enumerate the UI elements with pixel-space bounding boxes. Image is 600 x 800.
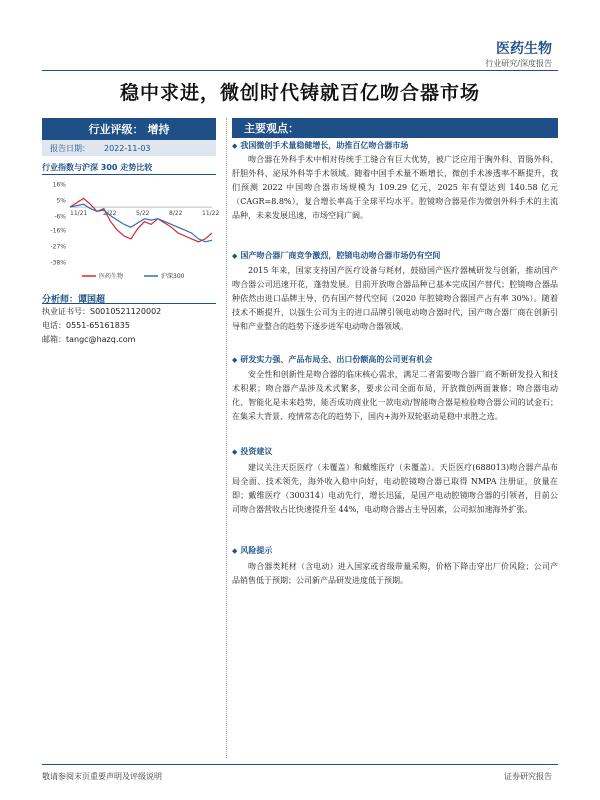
phone-number: 电话：0551-65161835 <box>42 321 130 330</box>
x-tick-label: 5/22 <box>136 210 150 218</box>
x-tick-label: 11/21 <box>70 210 88 218</box>
date-value: 2022-11-03 <box>104 143 151 153</box>
rating-value: 增持 <box>147 123 170 136</box>
y-tick-label: 5% <box>56 197 66 205</box>
section-heading-5 <box>232 545 558 556</box>
rating-label: 行业评级： <box>88 123 144 136</box>
diamond-bullet-icon: ◆ <box>232 447 238 456</box>
section-heading-text: 我国微创手术量稳健增长，助推百亿吻合器市场 <box>240 141 409 150</box>
section-heading-text: 国产吻合器厂商竞争激烈，腔镜电动吻合器市场仍有空间 <box>240 251 441 260</box>
legend-label: 沪深300 <box>161 273 185 280</box>
footer-divider <box>42 764 558 765</box>
y-tick-label: -38% <box>50 259 66 267</box>
y-tick-label: 16% <box>52 181 66 189</box>
x-tick-label: 8/22 <box>169 210 183 218</box>
license-number: 执业证书号：S0010521120002 <box>42 307 162 316</box>
y-tick-label: -6% <box>54 213 66 221</box>
analyst-name: 分析师：谭国超 <box>42 295 106 305</box>
date-label: 报告日期： <box>50 143 90 153</box>
section-heading-1 <box>232 140 558 151</box>
section-heading-text: 研发实力强、产品布局全、出口份额高的公司更有机会 <box>240 355 433 364</box>
section-paragraph-1: 吻合器在外科手术中相对传统手工缝合有巨大优势，被广泛应用于胸外科、胃肠外科、肝胆外科、泌尿外科等手术领域。随着中国手术量不断增长，微创手术渗透率不断提升，我们预测 2022 中国吻合器市场规模为 109.29 亿元，2025 年有望达到 140.58 亿元（CAGR=8.8%），复合增长率高于全球平均水平。腔镜吻合器是作为微创外科手术的主流品种，未来发展迅速，市场空间广阔。 <box>232 155 558 220</box>
report-type: 行业研究/深度报告 <box>485 59 552 68</box>
diamond-bullet-icon: ◆ <box>232 251 238 260</box>
key-points-header: 主要观点： <box>232 118 558 138</box>
chart-title: 行业指数与沪深 300 走势比较 <box>42 163 153 172</box>
rating-banner <box>42 118 216 140</box>
relative-strength-chart <box>42 176 220 286</box>
section-heading-4 <box>232 446 558 457</box>
diamond-bullet-icon: ◆ <box>232 355 238 364</box>
section-paragraph-4: 建议关注天臣医疗（未覆盖）和戴维医疗（未覆盖）。天臣医疗(688013)吻合器产品布局全面、技术领先，海外收入稳中向好，电动腔镜吻合器已取得 NMPA 注册证，放量在即；戴维医疗（300314）电动先行，增长迅猛，是国产电动腔镜吻合器的引领者，目前公司吻合器营收占比快速提升至 44%，电动吻合器占主导因素，公司拟加速海外扩张。 <box>232 463 558 514</box>
diamond-bullet-icon: ◆ <box>232 141 238 150</box>
email-address: 邮箱：tangc@hazq.com <box>42 335 136 344</box>
industry-name: 医药生物 <box>496 41 552 57</box>
section-paragraph-2: 2015 年来，国家支持国产医疗设备与耗材，鼓励国产医疗器械研发与创新，推动国产吻合器公司迅速开花，蓬勃发展。目前开放吻合器品种已基本完成国产替代；腔镜吻合器品种依然由进口品牌主导，仍有国产替代空间（2020 年腔镜吻合器国产占有率 30%）。随着技术不断提升，以强生公司为主的进口品牌引领电动吻合器时代，国产吻合器厂商在创新引导和产业整合的趋势下逐步进军电动吻合器领域。 <box>232 266 558 331</box>
section-heading-2 <box>232 250 558 261</box>
x-tick-label: 11/22 <box>202 210 220 218</box>
section-heading-text: 投资建议 <box>240 447 273 456</box>
section-heading-3 <box>232 354 558 365</box>
analyst-divider <box>42 303 216 304</box>
diamond-bullet-icon: ◆ <box>232 546 238 555</box>
section-paragraph-3: 安全性和创新性是吻合器的临床核心需求，满足二者需要吻合器厂商不断研发投入和技术积累；吻合器产品涉及术式繁多，要求公司全面布局，开放微创两面兼修；吻合器电动化、智能化是未来趋势，能否成功商业化一款电动/智能吻合器是检验吻合器公司的试金石；在集采大背景、疫情常态化的趋势下，国内+海外双轮驱动是稳中求胜之选。 <box>232 370 558 421</box>
report-date-row <box>42 140 216 156</box>
y-tick-label: -27% <box>50 243 66 251</box>
header-divider <box>42 70 558 71</box>
section-paragraph-5: 吻合器类耗材（含电动）进入国家或省级带量采购，价格下降击穿出厂价风险；公司产品销售低于预期；公司新产品研发进度低于预期。 <box>232 562 558 585</box>
legend-label: 医药生物 <box>99 273 124 280</box>
y-tick-label: -16% <box>50 227 66 235</box>
section-heading-text: 风险提示 <box>240 546 273 555</box>
column-separator <box>226 118 227 758</box>
report-title: 稳中求进，微创时代铸就百亿吻合器市场 <box>119 82 480 104</box>
footer-disclaimer: 敬请参阅末页重要声明及评级说明 <box>42 772 162 781</box>
series-line <box>70 198 212 241</box>
footer-report-label: 证券研究报告 <box>504 772 552 781</box>
chart-divider <box>42 174 216 175</box>
x-tick-label: 2/22 <box>103 210 117 218</box>
